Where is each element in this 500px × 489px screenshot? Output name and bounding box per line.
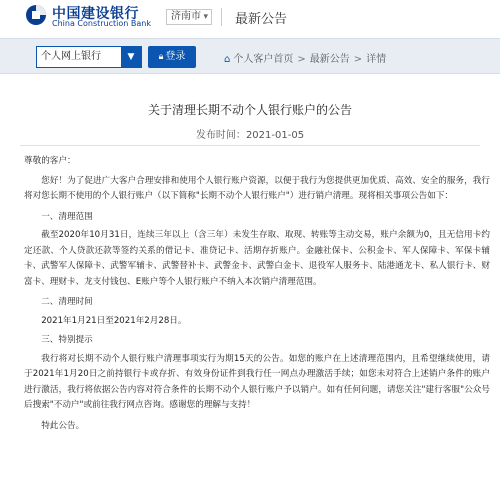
breadcrumb-home[interactable]: 个人客户首页: [233, 54, 294, 65]
top-header: [0, 0, 500, 34]
section-heading: 一、清理范围: [41, 211, 93, 222]
home-icon: ⌂: [224, 54, 231, 65]
article-title: 关于清理长期不动个人银行账户的公告: [147, 103, 352, 117]
intro-paragraph: 您好！为了促进广大客户合理安排和使用个人银行账户资源，以便于我行为您提供更加优质、高效、安全的服务，我行将对您长期不使用的个人银行账户（以下简称"长期不动个人银行账户"）进行销户清理。现将相关事项公告如下：: [24, 175, 490, 201]
closing-statement: 特此公告。: [41, 420, 85, 431]
publish-label: 发布时间：: [195, 130, 246, 141]
article-body: [24, 154, 490, 439]
city-label: 济南市: [171, 11, 201, 22]
breadcrumb-separator: >: [297, 54, 306, 65]
ccb-logo-icon[interactable]: [25, 4, 47, 26]
breadcrumb-separator: >: [353, 54, 363, 65]
section-heading: 二、清理时间: [41, 297, 93, 307]
bank-name-en: China Construction Bank: [52, 19, 151, 28]
login-type-value: 个人网上银行: [41, 51, 101, 62]
breadcrumb-announcements[interactable]: 最新公告: [309, 54, 350, 65]
login-button-label: 登录: [165, 51, 186, 62]
page-section-title: 最新公告: [235, 12, 288, 27]
nav-bar: [0, 38, 500, 74]
chevron-down-icon: ▾: [203, 12, 208, 22]
section-body: 2021年1月21日至2021年2月28日。: [41, 315, 187, 326]
title-divider: [20, 145, 480, 146]
header-divider: [221, 8, 222, 26]
section-body: 截至2020年10月31日，连续三年以上（含三年）未发生存取、取现、转账等主动交易，账户余额为0，且无信用卡约定还款、个人贷款还款等签约关系的借记卡、准贷记卡、活期存折账户。金融社保卡、公积金卡、军人保障卡、军保卡辅卡、武警军人保障卡、武警军辅卡、武警替补卡、武警金卡、武警白金卡、退役军人服务卡、陆港通龙卡、私人银行卡、财富卡、理财卡、龙支付钱包、E账户等个人银行账户不纳入本次销户清理范围。: [24, 230, 490, 287]
publish-time: [0, 126, 500, 141]
section-heading: 三、特别提示: [41, 335, 93, 345]
bank-name-cn[interactable]: 中国建设银行: [52, 6, 139, 22]
breadcrumb-current: 详情: [366, 54, 387, 65]
lock-icon: 🔒︎: [158, 52, 164, 62]
section-body: 我行将对长期不动个人银行账户清理事项实行为期15天的公告。如您的账户在上述清理范围内，且希望继续使用，请于2021年1月20日之前持银行卡或存折、有效身份证件到我行任一网点办理激活手续；如您未对符合上述销户条件的账户进行激活，我行将依据公告内容对符合条件的长期不动个人银行账户予以销户。如有任何问题，请您关注"建行客服"公众号后搜索"不动户"或前往我行网点咨询。感谢您的理解与支持！: [24, 353, 490, 410]
chevron-down-icon[interactable]: ▼: [121, 47, 141, 67]
breadcrumb: [224, 50, 386, 65]
greeting: 尊敬的客户：: [24, 156, 76, 166]
city-selector[interactable]: [166, 9, 212, 25]
publish-date: 2021-01-05: [245, 130, 305, 141]
login-button[interactable]: [148, 46, 196, 68]
login-type-select[interactable]: [36, 46, 142, 68]
